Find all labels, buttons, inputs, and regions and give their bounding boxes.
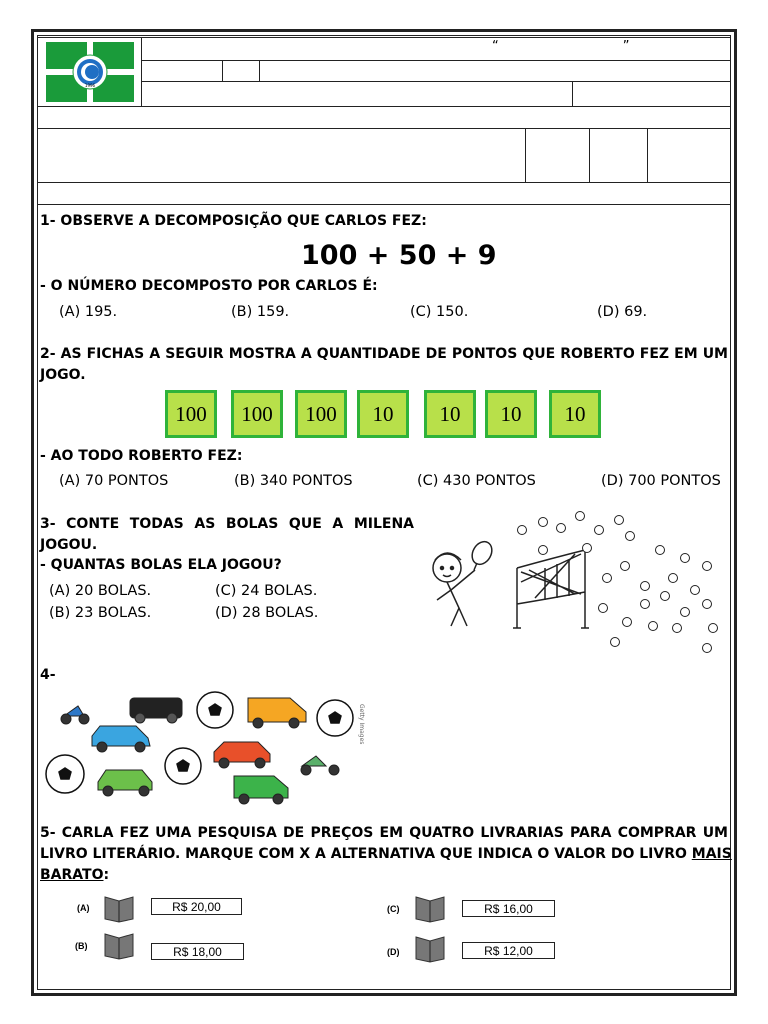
point-chip: 100: [295, 390, 347, 438]
q3-prompt-line1: 3- CONTE TODAS AS BOLAS QUE A MILENA: [40, 516, 414, 532]
q5-option-a-price: R$ 20,00: [151, 898, 242, 915]
q5-option-d-letter: (D): [387, 947, 400, 957]
q2-option-c[interactable]: (C) 430 PONTOS: [417, 473, 536, 489]
q3-option-c[interactable]: (C) 24 BOLAS.: [215, 583, 318, 599]
q1-option-d[interactable]: (D) 69.: [597, 304, 648, 320]
book-icon: [414, 933, 446, 963]
q2-prompt-line1: 2- AS FICHAS A SEGUIR MOSTRA A QUANTIDADE DE PONTOS QUE ROBERTO FEZ EM UM: [40, 346, 728, 362]
q3-option-b[interactable]: (B) 23 BOLAS.: [49, 605, 152, 621]
point-chip: 10: [424, 390, 476, 438]
q2-option-b[interactable]: (B) 340 PONTOS: [234, 473, 353, 489]
q1-expression: 100 + 50 + 9: [301, 240, 497, 271]
q5-colon: :: [103, 867, 110, 883]
q3-subprompt: - QUANTAS BOLAS ELA JOGOU?: [40, 557, 282, 573]
q2-option-a[interactable]: (A) 70 PONTOS: [59, 473, 169, 489]
q5-option-a-letter: (A): [77, 903, 90, 913]
q5-prompt-line2-text: LIVRO LITERÁRIO. MARQUE COM X A ALTERNATIVA QUE INDICA O VALOR DO LIVRO: [40, 846, 692, 862]
book-icon: [103, 930, 135, 960]
q5-option-b-letter: (B): [75, 941, 88, 951]
q3-option-d[interactable]: (D) 28 BOLAS.: [215, 605, 319, 621]
q5-prompt-line2: [40, 846, 732, 862]
q5-option-c-letter: (C): [387, 904, 400, 914]
book-icon: [103, 893, 135, 923]
q1-option-b[interactable]: (B) 159.: [231, 304, 290, 320]
q5-barato-underlined: BARATO: [40, 867, 104, 883]
q5-option-b-price: R$ 18,00: [151, 943, 244, 960]
q1-subprompt: - O NÚMERO DECOMPOSTO POR CARLOS É:: [40, 278, 378, 294]
point-chip: 100: [231, 390, 283, 438]
q3-option-a[interactable]: (A) 20 BOLAS.: [49, 583, 152, 599]
school-logo: [46, 42, 134, 102]
q2-option-d[interactable]: (D) 700 PONTOS: [601, 473, 721, 489]
tennis-illustration: [425, 508, 725, 658]
book-icon: [414, 893, 446, 923]
q5-prompt-line1: 5- CARLA FEZ UMA PESQUISA DE PREÇOS EM QUATRO LIVRARIAS PARA COMPRAR UM: [40, 825, 728, 841]
point-chip: 100: [165, 390, 217, 438]
q4-prompt: 4-: [40, 667, 56, 683]
point-chip: 10: [549, 390, 601, 438]
logo-year: 1996: [84, 83, 96, 88]
q1-prompt: 1- OBSERVE A DECOMPOSIÇÃO QUE CARLOS FEZ:: [40, 213, 427, 229]
q5-option-c-price: R$ 16,00: [462, 900, 555, 917]
q1-option-c[interactable]: (C) 150.: [410, 304, 469, 320]
point-chip: 10: [485, 390, 537, 438]
q1-option-a[interactable]: (A) 195.: [59, 304, 118, 320]
q3-prompt-line2: JOGOU.: [40, 537, 98, 553]
header-quote-marks: “ ”: [492, 39, 630, 54]
vehicles-balls-illustration: [44, 686, 364, 806]
q5-prompt-line3: [40, 867, 109, 883]
q2-subprompt: - AO TODO ROBERTO FEZ:: [40, 448, 243, 464]
point-chip: 10: [357, 390, 409, 438]
q2-prompt-line2: JOGO.: [40, 367, 86, 383]
q5-option-d-price: R$ 12,00: [462, 942, 555, 959]
q5-mais-underlined: MAIS: [691, 846, 732, 862]
getty-watermark: Getty Images: [358, 704, 365, 745]
